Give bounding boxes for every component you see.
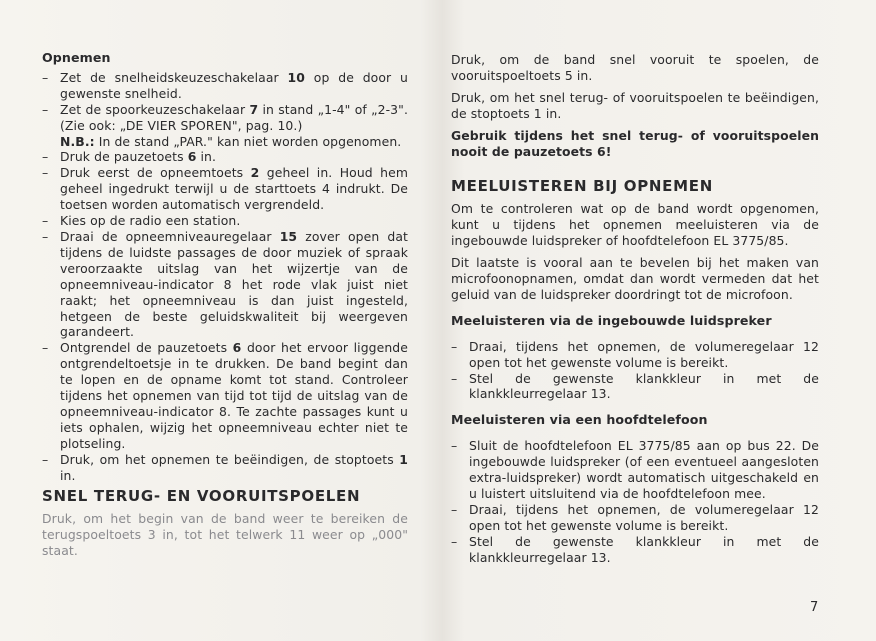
list-item: – Druk eerst de opneemtoets 2 geheel in. Houd hem geheel ingedrukt terwijl u de starttoets 4 indrukt. De toetsen worden automatisch vergrendeld. [42,165,409,213]
dash: – [42,69,49,85]
heading-snel-terug-vooruitspoelen: SNEL TERUG- EN VOORUITSPOELEN [42,487,361,506]
dash: – [451,338,458,354]
right-column [451,52,819,565]
left-column [42,50,408,559]
list-item: – Druk, om het opnemen te beëindigen, de stoptoets 1 in. [42,451,408,483]
page-number: 7 [810,600,819,615]
list-item: – Ontgrendel de pauzetoets 6 door het ervoor liggende ontgrendeltoetsje in te drukken. De band begint dan te lopen en de opname komt tot stand. Controleer tijdens het opnemen van tijd tot tijd de uitslag van de opneemniveau-indicator 8. Te zachte passages kunt u iets ophalen, wijzig het opneemniveau echter niet te plotseling. [42,340,408,451]
warning-pauzetoets: Gebruik tijdens het snel terug- of vooruitspoelen nooit de pauzetoets 6! [451,127,819,159]
dash: – [42,451,49,467]
list-item: – Kies op de radio een station. [42,213,241,229]
list-item: – Zet de spoorkeuzeschakelaar 7 in stand „1-4" of „2-3". (Zie ook: „DE VIER SPOREN", pag. 10.) [42,101,408,133]
dash: – [451,438,458,454]
list-item: – Sluit de hoofdtelefoon EL 3775/85 aan op bus 22. De ingebouwde luidspreker (of een eventueel aangesloten extra-luidspreker) wordt automatisch uitgeschakeld en u luistert uitsluitend via de hoofdtelefoon mee. [451,438,819,501]
snel-paragraph: Druk, om het begin van de band weer te bereiken de terugspoeltoets 3 in, tot het telwerk 11 weer op „000" staat. [42,511,408,559]
list-item: – Draai, tijdens het opnemen, de volumeregelaar 12 open tot het gewenste volume is bereikt. [451,338,819,370]
dash: – [42,165,49,181]
paragraph-microfoon: Dit laatste is vooral aan te bevelen bij het maken van microfoonopnamen, omdat dan wordt vermeden dat het geluid van de luidspreker doordringt tot de microfoon. [451,255,819,302]
list-item: – Stel de gewenste klankkleur in met de klankkleurregelaar 13. [451,533,819,565]
dash: – [42,228,49,244]
dash: – [42,213,49,229]
list-item: – Draai, tijdens het opnemen, de volumeregelaar 12 open tot het gewenste volume is bereikt. [451,501,819,533]
dash: – [42,340,49,356]
list-item: – Draai de opneemniveauregelaar 15 zover open dat tijdens de luidste passages de door muziek of spraak veroorzaakte uitslag van het wijzertje van de opneemniveau-indicator 8 het rode vlak juist niet raakt; het opneemniveau is dan juist ingesteld, hetgeen de beste geluidskwaliteit bij weergeven garandeert. [42,228,408,340]
subheading-hoofdtelefoon: Meeluisteren via een hoofdtelefoon [451,412,708,428]
dash: – [451,533,458,549]
list-item: – Druk de pauzetoets 6 in. [42,149,216,165]
paragraph-stoptoets: Druk, om het snel terug- of vooruitspoelen te beëindigen, de stoptoets 1 in. [451,89,819,121]
subheading-ingebouwde-luidspreker: Meeluisteren via de ingebouwde luidspreker [451,312,772,328]
dash: – [451,370,458,386]
dash: – [451,501,458,517]
paragraph-meeluisteren-intro: Om te controleren wat op de band wordt opgenomen, kunt u tijdens het opnemen meeluisteren via de ingebouwde luidspreker of hoofdtelefoon EL 3775/85. [451,201,819,249]
list-item: – Stel de gewenste klankkleur in met de klankkleurregelaar 13. [451,370,819,402]
nb-note: N.B.: In de stand „PAR." kan niet worden opgenomen. [60,133,402,149]
heading-meeluisteren: MEELUISTEREN BIJ OPNEMEN [451,177,713,196]
dash: – [42,101,49,117]
dash: – [42,149,49,165]
heading-opnemen: Opnemen [42,50,111,65]
list-item: – Zet de snelheidskeuzeschakelaar 10 op de door u gewenste snelheid. [42,69,408,101]
paragraph-vooruitspoelen: Druk, om de band snel vooruit te spoelen, de vooruitspoeltoets 5 in. [451,52,819,83]
